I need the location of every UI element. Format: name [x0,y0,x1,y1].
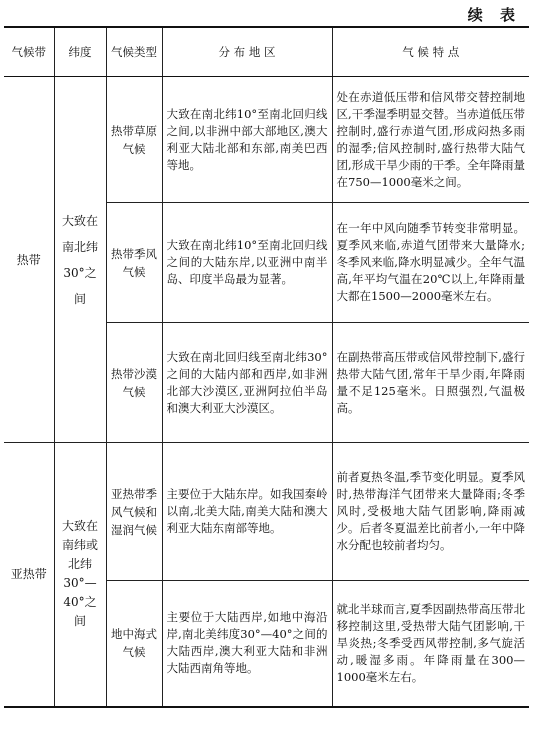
header-features: 气 候 特 点 [332,27,529,77]
table-header-row [4,27,529,77]
features-cell: 在一年中风向随季节转变非常明显。夏季风来临,赤道气团带来大量降水;冬季风来临,降水明显减少。全年气温高,年平均气温在20℃以上,年降雨量大都在1500—2000毫米左右。 [332,203,529,323]
table-row [4,77,529,203]
zone-cell-subtropical: 亚热带 [4,443,54,707]
header-distribution: 分 布 地 区 [162,27,332,77]
type-cell: 热带季风气候 [106,203,162,323]
latitude-cell-subtropical: 大致在南纬或北纬30°—40°之间 [54,443,106,707]
header-latitude: 纬度 [54,27,106,77]
type-cell: 地中海式气候 [106,581,162,707]
distribution-cell: 主要位于大陆东岸。如我国秦岭以南,北美大陆,南美大陆和澳大利亚大陆东南部等地。 [162,443,332,581]
features-cell: 处在赤道低压带和信风带交替控制地区,干季湿季明显交替。当赤道低压带控制时,盛行赤道气团,形成闷热多雨的湿季;信风控制时,盛行热带大陆气团,形成干旱少雨的干季。全年降雨量在750—1000毫米之间。 [332,77,529,203]
distribution-cell: 大致在南北纬10°至南北回归线之间,以非洲中部大部地区,澳大利亚大陆北部和东部,南美巴西等地。 [162,77,332,203]
header-zone: 气候带 [4,27,54,77]
type-cell: 热带沙漠气候 [106,323,162,443]
table-row [4,443,529,581]
distribution-cell: 大致在南北回归线至南北纬30°之间的大陆内部和西岸,如非洲北部大沙漠区,亚洲阿拉伯半岛和澳大利亚大沙漠区。 [162,323,332,443]
distribution-cell: 大致在南北纬10°至南北回归线之间的大陆东岸,以亚洲中南半岛、印度半岛最为显著。 [162,203,332,323]
type-cell: 亚热带季风气候和湿润气候 [106,443,162,581]
type-cell: 热带草原气候 [106,77,162,203]
features-cell: 前者夏热冬温,季节变化明显。夏季风时,热带海洋气团带来大量降雨;冬季风时,受极地大陆气团影响,降雨减少。后者冬夏温差比前者小,一年中降水分配也较前者均匀。 [332,443,529,581]
distribution-cell: 主要位于大陆西岸,如地中海沿岸,南北美纬度30°—40°之间的大陆西岸,澳大利亚大陆和非洲大陆西南角等地。 [162,581,332,707]
features-cell: 就北半球而言,夏季因副热带高压带北移控制这里,受热带大陆气团影响,干旱炎热;冬季受西风带控制,多气旋活动,暖湿多雨。年降雨量在300—1000毫米左右。 [332,581,529,707]
climate-table [4,26,529,708]
page-title: 续 表 [467,6,521,24]
features-cell: 在副热带高压带或信风带控制下,盛行热带大陆气团,常年干旱少雨,年降雨量不足125毫米。日照强烈,气温极高。 [332,323,529,443]
zone-cell-tropical: 热带 [4,77,54,443]
latitude-cell-tropical: 大致在南北纬30°之间 [54,77,106,443]
header-type: 气候类型 [106,27,162,77]
